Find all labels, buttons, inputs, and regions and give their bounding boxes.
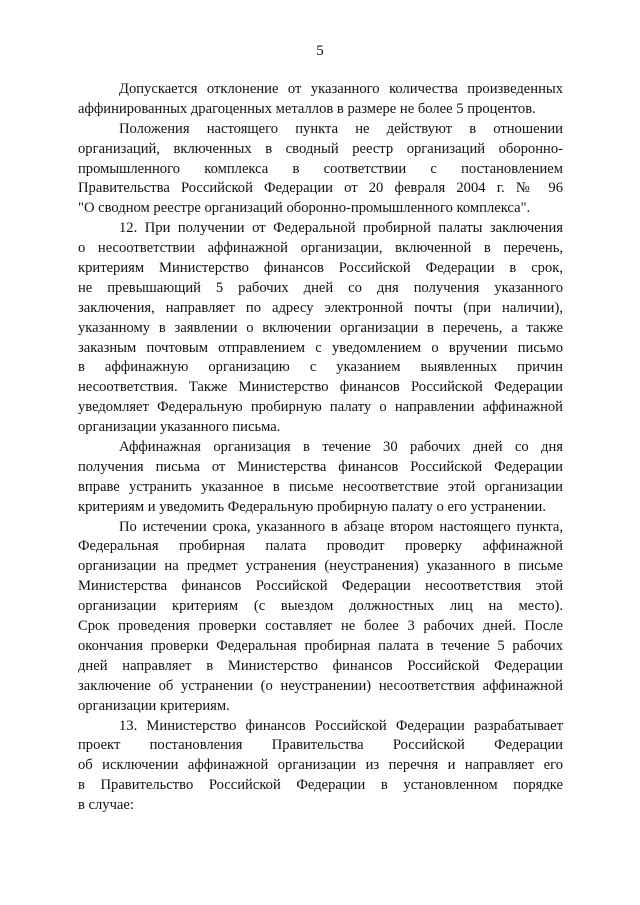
text-line: Срок проведения проверки составляет не более 3 рабочих дней. После	[78, 618, 563, 635]
text-line: 12. При получении от Федеральной пробирной палаты заключения	[119, 220, 563, 237]
text-line: заключения, направляет по адресу электронной почты (при наличии),	[78, 299, 563, 316]
text-line: получения письма от Министерства финансов Российской Федерации	[78, 458, 563, 475]
text-line: уведомляет Федеральную пробирную палату о направлении аффинажной	[78, 399, 563, 416]
text-line: По истечении срока, указанного в абзаце втором настоящего пункта,	[119, 518, 563, 535]
text-line: организации критериям (с выездом должностных лиц на место).	[78, 598, 563, 615]
text-line: организации указанного письма.	[78, 419, 281, 436]
text-line: заказным почтовым отправлением с уведомлением о вручении письмо	[78, 339, 563, 356]
text-line: Министерства финансов Российской Федерации несоответствия этой	[78, 578, 563, 595]
page-number: 5	[316, 43, 324, 59]
text-line: в Правительство Российской Федерации в установленном порядке	[78, 777, 563, 794]
text-line: заключение об устранении (о неустранении) несоответствия аффинажной	[78, 677, 563, 694]
text-line: несоответствия. Также Министерство финансов Российской Федерации	[78, 379, 563, 396]
text-line: вправе устранить указанное в письме несоответствие этой организации	[78, 478, 563, 495]
text-line: организаций, включенных в сводный реестр организаций оборонно-	[78, 140, 563, 157]
text-line: в случае:	[78, 797, 134, 814]
text-line: Федеральная пробирная палата проводит проверку аффинажной	[78, 538, 563, 555]
text-line: "О сводном реестре организаций оборонно-промышленного комплекса".	[78, 200, 531, 217]
text-line: Положения настоящего пункта не действуют в отношении	[119, 120, 563, 137]
text-line: организации критериям.	[78, 697, 230, 714]
text-line: проект постановления Правительства Российской Федерации	[78, 737, 563, 754]
text-line: в аффинажную организацию с указанием выявленных причин	[78, 359, 563, 376]
text-line: о несоответствии аффинажной организации, включенной в перечень,	[78, 240, 563, 257]
text-line: Правительства Российской Федерации от 20 февраля 2004 г. № 96	[78, 180, 563, 197]
text-line: об исключении аффинажной организации из перечня и направляет его	[78, 757, 563, 774]
text-line: критериям Министерство финансов Российской Федерации в срок,	[78, 260, 563, 277]
text-line: промышленного комплекса в соответствии с постановлением	[78, 160, 563, 177]
text-line: 13. Министерство финансов Российской Федерации разрабатывает	[119, 717, 563, 734]
text-line: дней направляет в Министерство финансов Российской Федерации	[78, 657, 563, 674]
text-line: окончания проверки Федеральная пробирная палата в течение 5 рабочих	[78, 637, 563, 654]
text-line: Аффинажная организация в течение 30 рабочих дней со дня	[119, 439, 563, 456]
text-line: критериям и уведомить Федеральную пробирную палату о его устранении.	[78, 498, 546, 515]
document-body	[78, 80, 563, 816]
text-line: Допускается отклонение от указанного количества произведенных	[119, 81, 563, 97]
text-line: аффинированных драгоценных металлов в размере не более 5 процентов.	[78, 100, 536, 117]
text-line: указанному в заявлении о включении организации в перечень, а также	[78, 319, 563, 336]
text-line: не превышающий 5 рабочих дней со дня получения указанного	[78, 279, 563, 296]
text-line: организации на предмет устранения (неустранения) указанного в письме	[78, 558, 563, 575]
